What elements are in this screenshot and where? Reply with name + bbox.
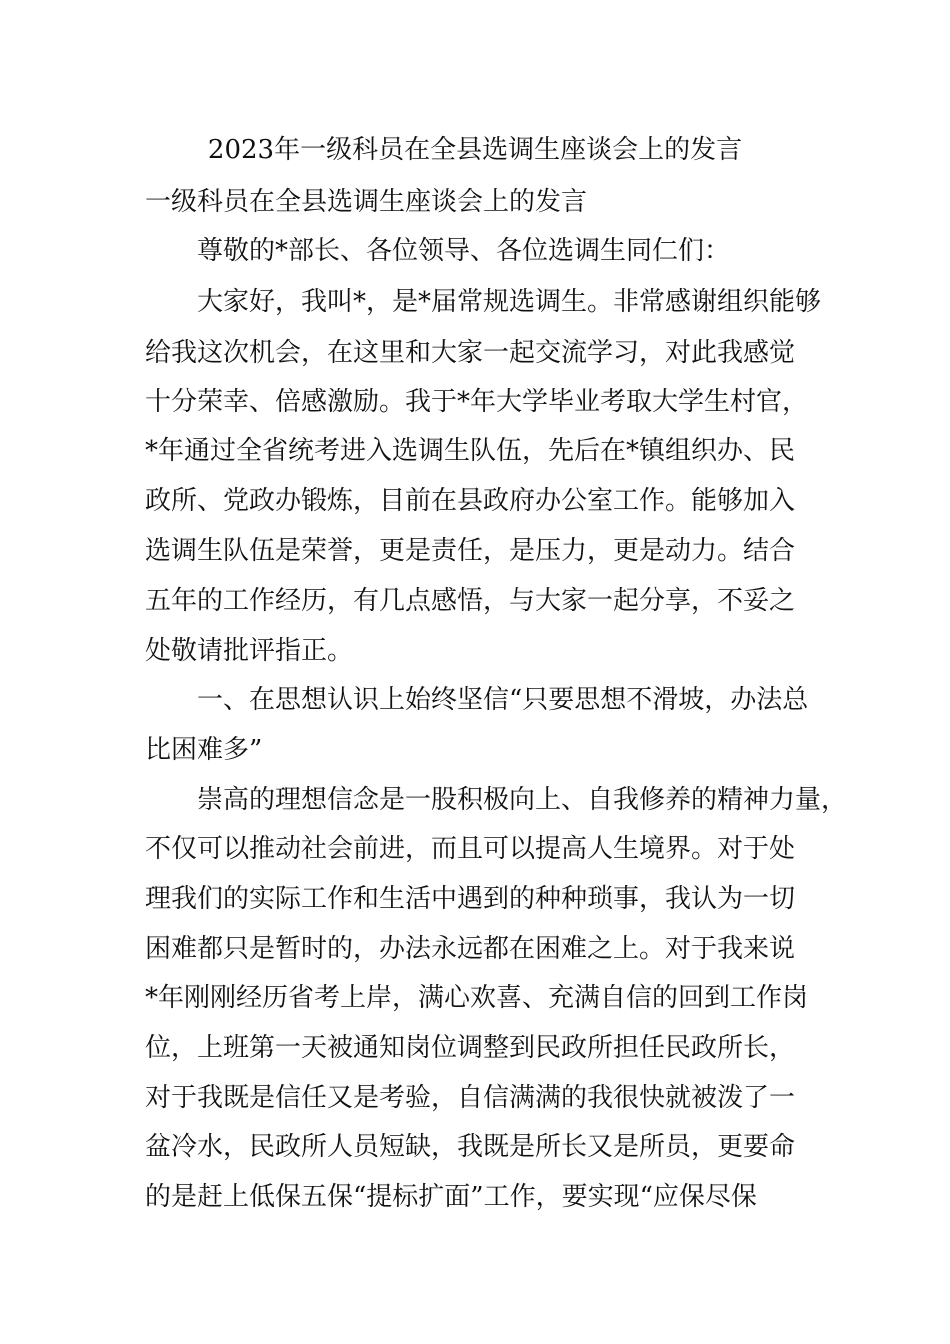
body-line: 十分荣幸、倍感激励。我于*年大学毕业考取大学生村官， — [145, 387, 809, 417]
body-line: 崇高的理想信念是一股积极向上、自我修养的精神力量， — [145, 785, 848, 815]
section-heading-line: 一、在思想认识上始终坚信“只要思想不滑坡，办法总 — [145, 685, 809, 715]
section-heading-line: 比困难多” — [145, 735, 263, 765]
body-line: 给我这次机会，在这里和大家一起交流学习，对此我感觉 — [145, 338, 796, 368]
subtitle-line: 一级科员在全县选调生座谈会上的发言 — [145, 187, 588, 217]
body-line: 理我们的实际工作和生活中遇到的种种琐事，我认为一切 — [145, 884, 796, 914]
body-line: 困难都只是暂时的，办法永远都在困难之上。对于我来说 — [145, 934, 796, 964]
body-line: 大家好，我叫*，是*届常规选调生。非常感谢组织能够 — [145, 287, 822, 317]
body-line: *年通过全省统考进入选调生队伍，先后在*镇组织办、民 — [145, 436, 796, 466]
body-line: 政所、党政办锻炼，目前在县政府办公室工作。能够加入 — [145, 486, 796, 516]
body-line: *年刚刚经历省考上岸，满心欢喜、充满自信的回到工作岗 — [145, 983, 809, 1013]
body-line: 选调生队伍是荣誉，更是责任，是压力，更是动力。结合 — [145, 536, 796, 566]
salutation-line: 尊敬的*部长、各位领导、各位选调生同仁们： — [145, 236, 731, 266]
body-line: 位，上班第一天被通知岗位调整到民政所担任民政所长， — [145, 1033, 796, 1063]
document-title: 2023年一级科员在全县选调生座谈会上的发言 — [207, 135, 743, 165]
body-line: 处敬请批评指正。 — [145, 636, 354, 666]
body-line: 不仅可以推动社会前进，而且可以提高人生境界。对于处 — [145, 834, 796, 864]
body-line: 对于我既是信任又是考验，自信满满的我很快就被泼了一 — [145, 1083, 796, 1113]
body-line: 盆冷水，民政所人员短缺，我既是所长又是所员，更要命 — [145, 1132, 796, 1162]
body-line: 五年的工作经历，有几点感悟，与大家一起分享，不妥之 — [145, 586, 796, 616]
body-line: 的是赶上低保五保“提标扩面”工作，要实现“应保尽保 — [145, 1182, 757, 1212]
